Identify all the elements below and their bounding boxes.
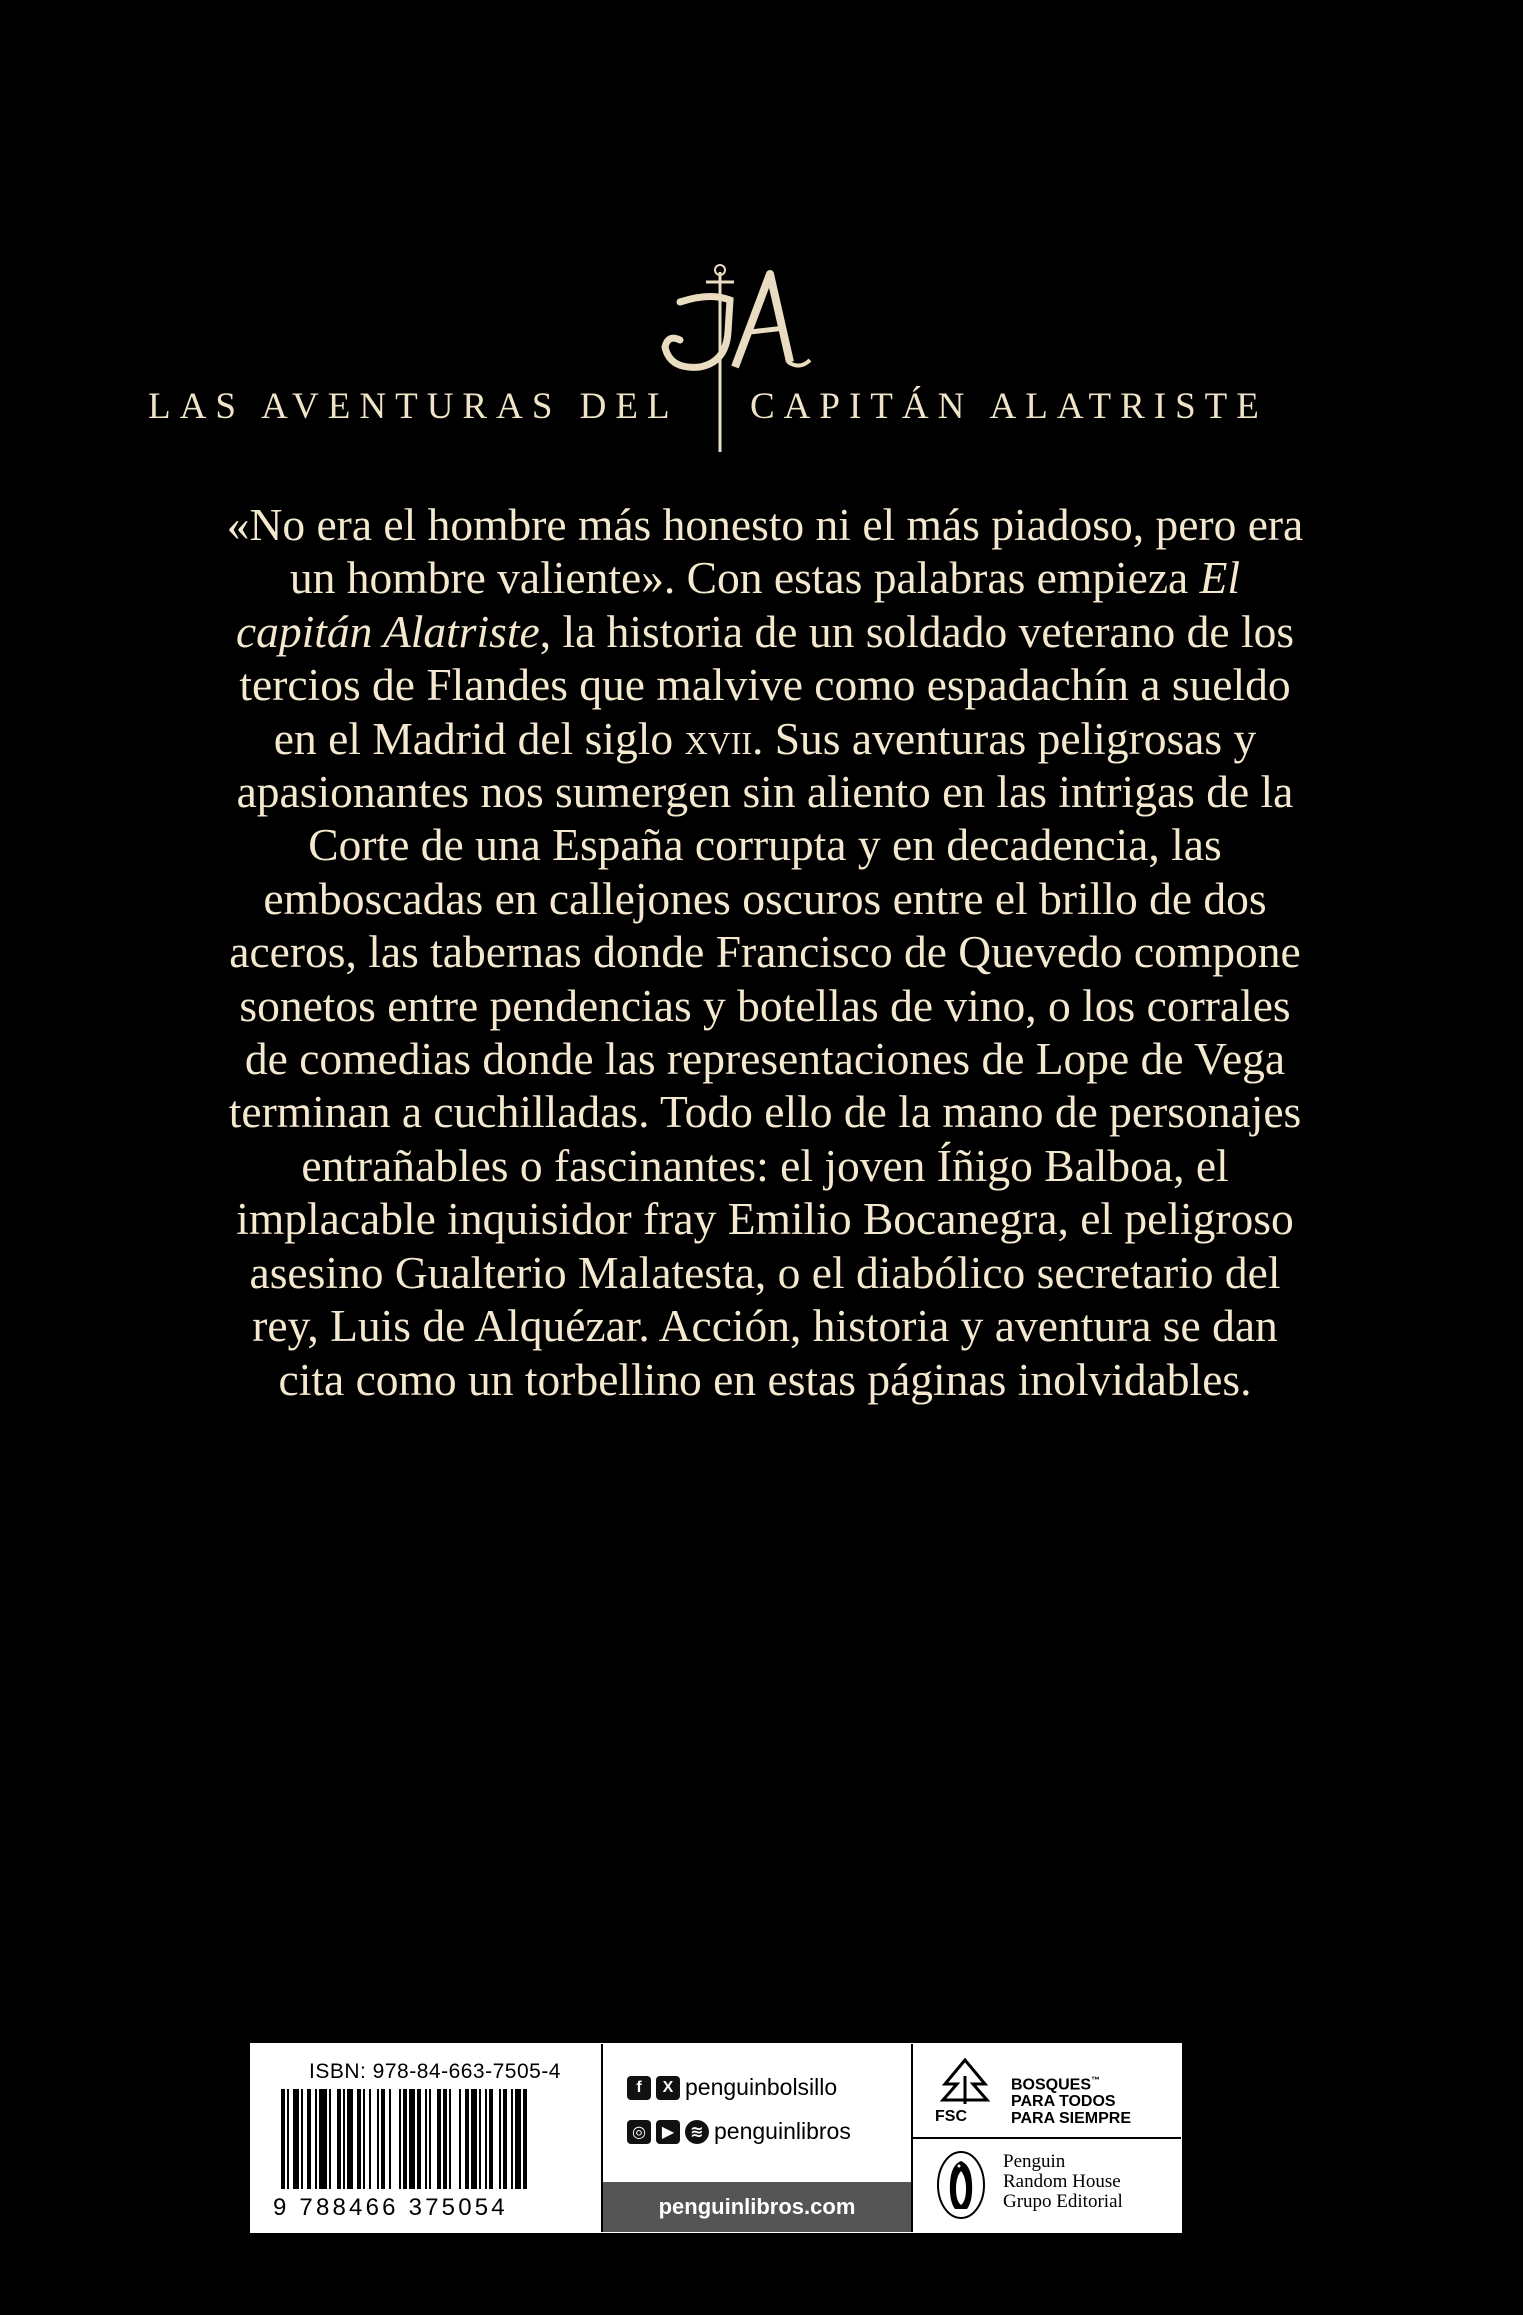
barcode-bar <box>425 2089 427 2189</box>
barcode-bar <box>329 2089 331 2189</box>
facebook-icon[interactable]: f <box>627 2076 651 2100</box>
barcode-bar <box>319 2089 327 2189</box>
barcode-bar <box>471 2089 477 2189</box>
isbn-label: ISBN: 978-84-663-7505-4 <box>309 2060 561 2083</box>
fsc-tree-icon <box>935 2056 995 2106</box>
blurb-part-2: , la historia de un soldado veterano de los tercios de Flandes que malvive como espadachín a sueldo en el Madrid del siglo <box>239 605 1295 764</box>
series-title-right: CAPITÁN ALATRISTE <box>750 386 1268 427</box>
barcode-bar <box>377 2089 379 2189</box>
fsc-label: FSC <box>935 2108 967 2125</box>
barcode-bar <box>381 2089 385 2189</box>
barcode-panel <box>250 2043 1182 2233</box>
certification-section <box>913 2044 1181 2232</box>
barcode-bar <box>403 2089 407 2189</box>
fsc-line-2: PARA TODOS <box>1011 2093 1116 2111</box>
barcode-bar <box>511 2089 513 2189</box>
barcode-bar <box>429 2089 431 2189</box>
social-handle-2[interactable]: penguinlibros <box>714 2118 851 2144</box>
fsc-line-1: BOSQUES <box>1011 2076 1092 2094</box>
barcode-bar <box>465 2089 469 2189</box>
barcode-bar <box>523 2089 527 2189</box>
barcode-bar <box>307 2089 311 2189</box>
blurb-part-1: «No era el hombre más honesto ni el más piadoso, pero era un hombre valiente». Con estas palabras empieza <box>226 499 1304 604</box>
social-section <box>603 2044 913 2232</box>
publisher-line-3: Grupo Editorial <box>1003 2191 1123 2212</box>
series-title-left: LAS AVENTURAS DEL <box>148 386 679 427</box>
barcode-bar <box>363 2089 365 2189</box>
fsc-slogan <box>1011 2072 1131 2127</box>
blurb-part-3: . Sus aventuras peligrosas y apasionantes nos sumergen sin aliento en las intrigas de la Corte de una España corrupta y en decadencia, las emboscadas en callejones oscuros entre el brillo de dos aceros, las tabernas donde Francisco de Quevedo compone sonetos entre pendencias y botellas de vino, o los corrales de comedias donde las representaciones de Lope de Vega terminan a cuchilladas. Todo ello de la mano de personajes entrañables o fascinantes: el joven Íñigo Balboa, el implacable inquisidor fray Emilio Bocanegra, el peligroso asesino Gualterio Malatesta, o el diabólico secretario del rey, Luis de Alquézar. Acción, historia y aventura se dan cita como un torbellino en estas páginas inolvidables. <box>228 712 1302 1405</box>
youtube-icon[interactable]: ▶ <box>656 2120 680 2144</box>
website-link[interactable]: penguinlibros.com <box>603 2182 911 2232</box>
barcode-bar <box>515 2089 521 2189</box>
barcode-bar <box>443 2089 447 2189</box>
barcode-bar <box>489 2089 493 2189</box>
barcode-bar <box>479 2089 481 2189</box>
book-title-italic: El capitán Alatriste <box>235 552 1241 657</box>
barcode-bar <box>315 2089 317 2189</box>
fsc-line-3: PARA SIEMPRE <box>1011 2110 1132 2128</box>
fsc-block <box>913 2044 1181 2139</box>
barcode-bar <box>337 2089 341 2189</box>
barcode-bar <box>459 2089 461 2189</box>
publisher-line-2: Random House <box>1003 2171 1121 2192</box>
social-row-1 <box>627 2074 837 2101</box>
back-cover-blurb <box>220 498 1310 1406</box>
barcode-digits: 9 788466 375054 <box>273 2194 508 2221</box>
barcode-bar <box>357 2089 361 2189</box>
social-row-2 <box>627 2118 851 2145</box>
barcode-bar <box>399 2089 401 2189</box>
barcode-bar <box>293 2089 299 2189</box>
barcode-bar <box>281 2089 285 2189</box>
instagram-icon[interactable]: ◎ <box>627 2120 651 2144</box>
social-handle-1[interactable]: penguinbolsillo <box>685 2074 838 2100</box>
barcode-bar <box>389 2089 391 2189</box>
x-icon[interactable]: X <box>656 2076 680 2100</box>
barcode-bar <box>449 2089 451 2189</box>
spotify-icon[interactable]: ≋ <box>685 2120 709 2144</box>
penguin-logo-icon <box>935 2149 987 2221</box>
barcode-bar <box>369 2089 371 2189</box>
fsc-trademark: ™ <box>1091 2075 1101 2085</box>
barcode-bar <box>485 2089 487 2189</box>
barcode-bar <box>499 2089 501 2189</box>
century-numeral: xvii <box>684 712 752 764</box>
publisher-name <box>1003 2152 1123 2212</box>
barcode-bar <box>503 2089 507 2189</box>
barcode-section <box>251 2044 603 2232</box>
barcode-bar <box>347 2089 353 2189</box>
publisher-line-1: Penguin <box>1003 2151 1066 2172</box>
barcode-bar <box>417 2089 421 2189</box>
barcode-bar <box>301 2089 303 2189</box>
barcode-bar <box>437 2089 441 2189</box>
barcode-bar <box>343 2089 345 2189</box>
barcode-bar <box>287 2089 289 2189</box>
barcode-bars <box>281 2089 591 2194</box>
barcode-bar <box>409 2089 415 2189</box>
